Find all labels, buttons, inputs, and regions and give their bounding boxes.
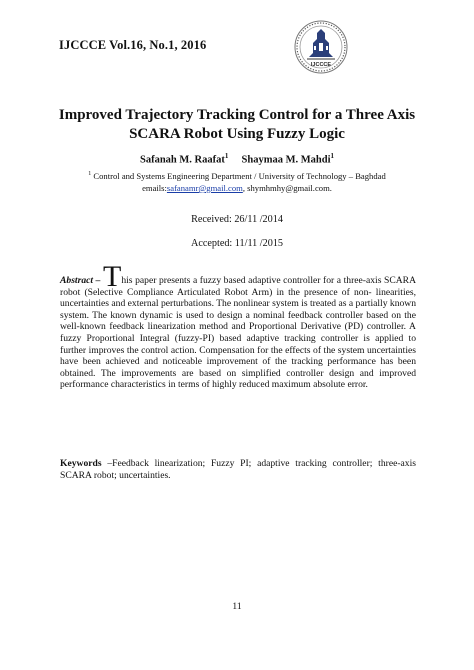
keywords-text: –Feedback linearization; Fuzzy PI; adaptive tracking controller; three-axis SCARA robot; uncertainties. xyxy=(60,458,416,481)
keywords-paragraph xyxy=(60,458,416,481)
abstract-label: Abstract – xyxy=(60,275,101,286)
author-2-name: Shaymaa M. Mahdi xyxy=(241,154,331,166)
emails-rest: , shymhmhy@gmail.com. xyxy=(242,182,332,193)
ijccce-seal-icon xyxy=(293,19,349,75)
abstract-text: his paper presents a fuzzy based adaptive controller for a three-axis SCARA robot (Selective Compliance Articulated Robot Arm) in the presence of non- linearities, uncertainties and external perturbations. The nonlinear system is treated as a partially known system. The known dynamic is used to design a nominal feedback controller based on the well-known feedback linearization method and Proportional Derivative (PD) controller. A fuzzy Proportional Integral (fuzzy-PI) based adaptive tracking controller is applied to further improves the control action. Compensation for the effects of the system uncertainties have been achieved and noticeable improvement of the tracking performance has been obtained. The improvements are based on simplified controller design and improved performance characteristics in terms of highly reduced maximum absolute error. xyxy=(60,275,417,391)
abstract-dropcap: T xyxy=(103,260,122,293)
author-list xyxy=(40,152,434,166)
accepted-date: Accepted: 11/11 /2015 xyxy=(190,238,284,249)
keywords-label: Keywords xyxy=(60,458,102,469)
page-number: 11 xyxy=(232,602,242,612)
author-1-name: Safanah M. Raafat xyxy=(140,154,225,166)
emails-prefix: emails: xyxy=(142,182,167,193)
abstract-paragraph xyxy=(60,260,417,391)
title-line-2: SCARA Robot Using Fuzzy Logic xyxy=(129,126,345,142)
received-date: Received: 26/11 /2014 xyxy=(191,214,283,225)
affiliation-text: Control and Systems Engineering Department / University of Technology – Baghdad xyxy=(93,170,386,181)
journal-header: IJCCCE Vol.16, No.1, 2016 xyxy=(59,38,207,52)
paper-title xyxy=(40,106,434,144)
email-link-1[interactable]: safanamr@gmail.com xyxy=(166,182,243,193)
affiliation-block xyxy=(40,168,434,194)
author-1-sup: 1 xyxy=(224,152,229,160)
author-2-sup: 1 xyxy=(330,152,334,160)
title-line-1: Improved Trajectory Tracking Control for a Three Axis xyxy=(58,107,416,123)
affiliation-sup: 1 xyxy=(88,171,92,177)
logo-text: IJCCCE xyxy=(310,62,332,68)
